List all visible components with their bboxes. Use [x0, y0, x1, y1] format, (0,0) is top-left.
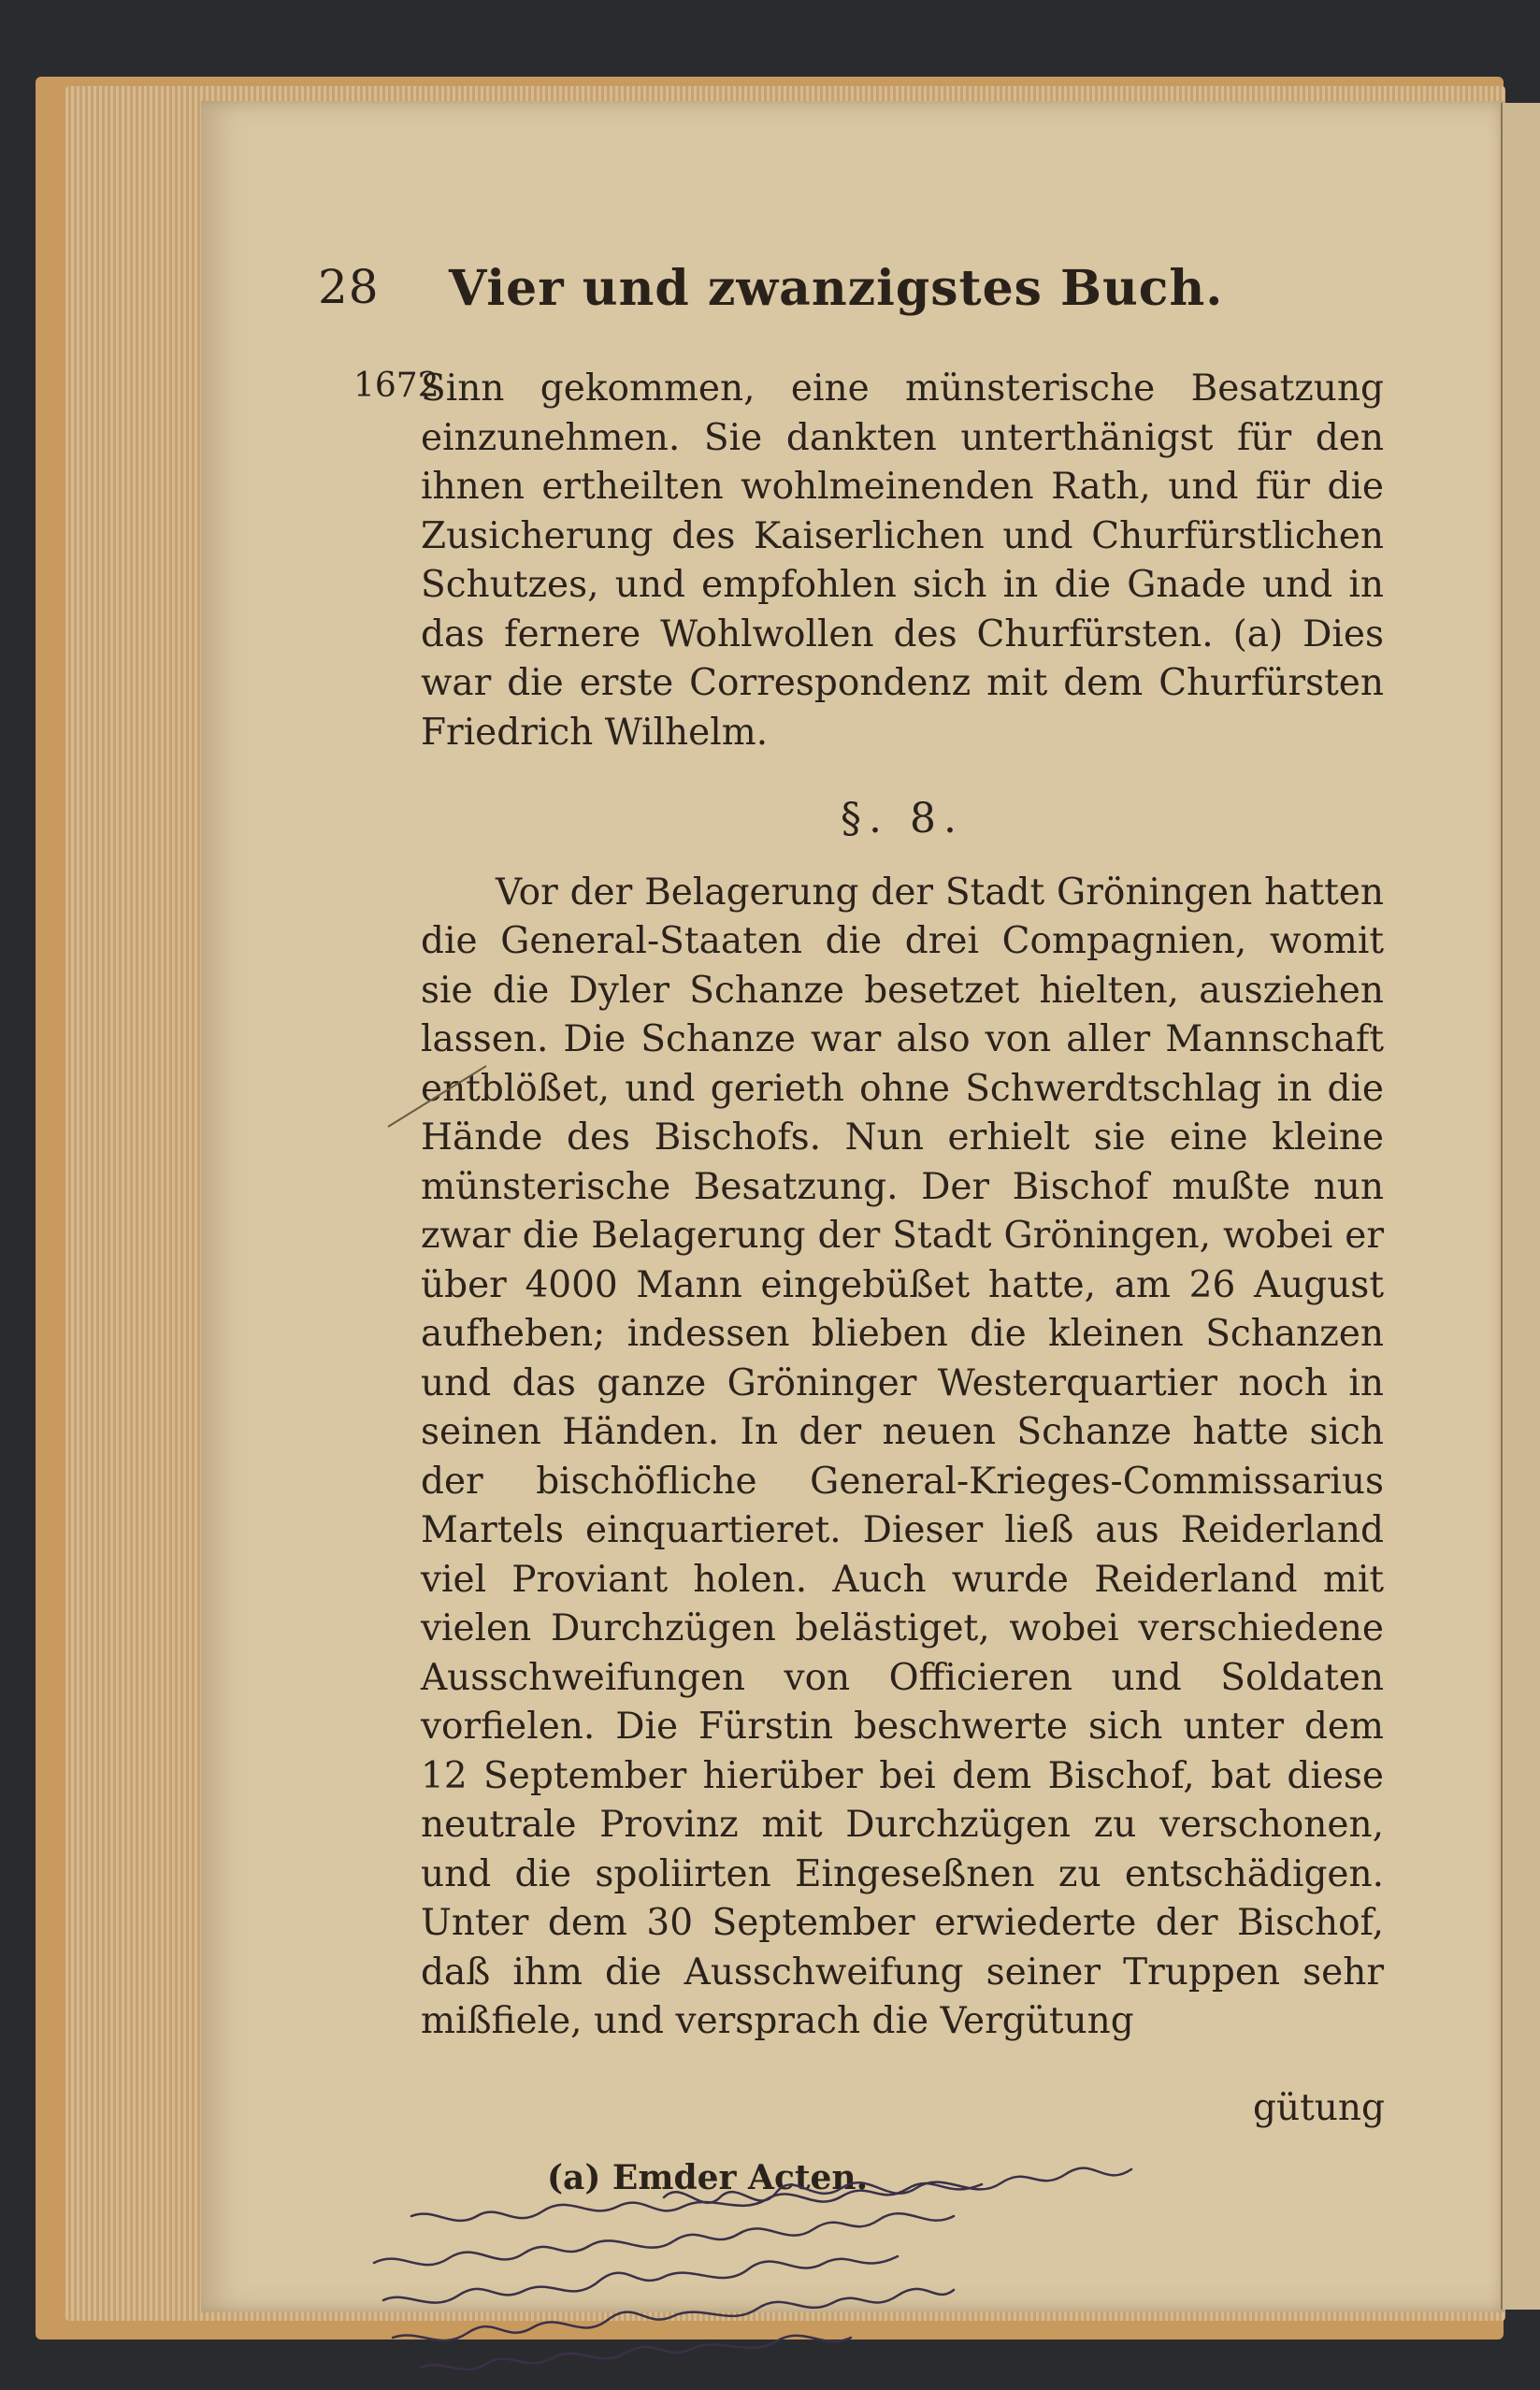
body-text — [421, 365, 1384, 2047]
handwritten-annotation — [355, 2151, 1496, 2375]
catchword: gütung — [1253, 2087, 1385, 2129]
page-number: 28 — [318, 260, 380, 314]
section-heading: §. 8. — [841, 795, 964, 842]
paragraph-1: Sinn gekommen, eine münsterische Besatzung einzunehmen. Sie dankten unterthänigst für den ihnen ertheilten wohlmeinenden Rath, und für die Zusicherung des Kaiserlichen und Churfürstlichen Schutzes, und empfohlen sich in die Gnade und in das fernere Wohlwollen des Churfürsten. (a) Dies war die erste Correspondenz mit dem Churfürsten Friedrich Wilhelm. — [421, 367, 1384, 754]
paragraph-2: Vor der Belagerung der Stadt Gröningen hatten die General-Staaten die drei Compagnien, womit sie die Dyler Schanze besetzet hielten, ausziehen lassen. Die Schanze war also von aller Mannschaft entblößet, und gerieth ohne Schwerdtschlag in die Hände des Bischofs. Nun erhielt sie eine kleine münsterische Besatzung. Der Bischof mußte nun zwar die Belagerung der Stadt Gröningen, wobei er über 4000 Mann eingebüßet hatte, am 26 August aufheben; indessen blieben die kleinen Schanzen und das ganze Gröninger Westerquartier noch in seinen Händen. In der neuen Schanze hatte sich der bischöfliche General-Krieges-Commissarius Martels einquartieret. Dieser ließ aus Reiderland viel Proviant holen. Auch wurde Reiderland mit vielen Durchzügen belästiget, wobei verschiedene Ausschweifungen von Officieren und Soldaten vorfielen. Die Fürstin beschwerte sich unter dem 12 September hierüber bei dem Bischof, bat diese neutrale Provinz mit Durchzügen zu verschonen, und die spoliirten Eingeseßnen zu entschädigen. Unter dem 30 September erwiederte der Bischof, daß ihm die Ausschweifung seiner Truppen sehr mißfiele, und versprach die Vergütung — [421, 871, 1384, 2042]
pencil-mark — [383, 1057, 496, 1131]
year-marker: 1672 — [353, 367, 439, 405]
next-page-edge — [1501, 103, 1540, 2310]
running-title: Vier und zwanzigstes Buch. — [449, 260, 1224, 317]
page-header — [318, 260, 1374, 335]
footnote: (a) Emder Acten. — [547, 2158, 869, 2197]
